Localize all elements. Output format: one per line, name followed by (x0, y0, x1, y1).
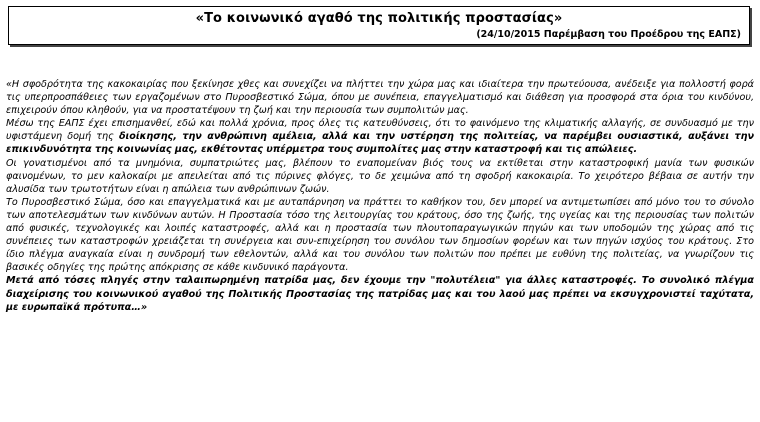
article-body (6, 78, 754, 314)
paragraph-3: Οι γονατισμένοι από τα μνημόνια, συμπατριώτες μας, βλέπουν το εναπομείναν βιός τους να εκτίθεται στην καταστροφική μανία των φυσικών φαινομένων, το μεν καλοκαίρι με απειλείται από τις πύρινες φλόγες, το δε χειμώνα από τη σφοδρή κακοκαιρία. Το χειρότερο βέβαια σε αυτήν την αλυσίδα των τρωτοτήτων είναι η απώλεια των ανθρώπινων ζωών. (6, 157, 754, 195)
paragraph-1: «Η σφοδρότητα της κακοκαιρίας που ξεκίνησε χθες και συνεχίζει να πλήττει την χώρα μας και ιδιαίτερα την πρωτεύουσα, ανέδειξε για πολλοστή φορά τις υπερπροσπάθειες των εργαζομένων στο Πυροσβεστικό Σώμα, όπου με συνέπεια, επαγγελματισμό και διάθεση για προσφορά στα όρια του κινδύνου, επιχειρούν όπου κληθούν, για να προστατέψουν τη ζωή και την περιουσία των συμπολιτών μας. (6, 79, 754, 117)
paragraph-2-text: Μέσω της ΕΑΠΣ έχει επισημανθεί, εδώ και πολλά χρόνια, προς όλες τις κατευθύνσεις, ότι το φαινόμενο της κλιματικής αλλαγής, σε συνδυασμό με την υφιστάμενη δομή της (6, 118, 754, 143)
title-box (8, 6, 750, 45)
page-subtitle: (24/10/2015 Παρέμβαση του Προέδρου της ΕΑΠΣ) (476, 29, 741, 40)
paragraph-2-emphasis: διοίκησης, την ανθρώπινη αμέλεια, αλλά και την υστέρηση της πολιτείας, να παρέμβει ουσιαστικά, αυξάνει την επικινδυνότητα της κοινωνίας μας, εκθέτοντας υπέρμετρα τους συμπολίτες μας στην καταστροφή και τις απώλειες. (6, 131, 754, 156)
paragraph-5-emphasis: Μετά από τόσες πληγές στην ταλαιπωρημένη πατρίδα μας, δεν έχουμε την "πολυτέλεια" για άλλες καταστροφές. Το συνολικό πλέγμα διαχείρισης του κοινωνικού αγαθού της Πολιτικής Προστασίας της πατρίδας μας και του λαού μας πρέπει να εκσυγχρονιστεί ταχύτατα, με ευρωπαϊκά πρότυπα…» (6, 275, 754, 313)
paragraph-4: Το Πυροσβεστικό Σώμα, όσο και επαγγελματικά και με αυταπάρνηση να πράττει το καθήκον του, δεν μπορεί να αντιμετωπίσει από μόνο του το σύνολο των αποτελεσμάτων των κινδύνων αυτών. Η Προστασία τόσο της λειτουργίας του κράτους, όσο της ζωής, της υγείας και της περιουσίας των πολιτών από φυσικές, τεχνολογικές και λοιπές καταστροφές, αλλά και η προστασία των πλουτοπαραγωγικών πηγών και των υποδομών της χώρας από τις συνέπειες των καταστροφών χρειάζεται τη συνέργεια και συν-επιχείρηση του συνόλου των δημοσίων φορέων και των πηγών ισχύος του κράτους. Στο ίδιο πλέγμα αναγκαία είναι η συνδρομή των εθελοντών, αλλά και του συνόλου των πολιτών που πρέπει με ευθύνη της πολιτείας, να γνωρίζουν τις βασικές οδηγίες της πρώτης απόκρισης σε κάθε κινδυνικό παράγοντα. (6, 196, 754, 274)
paragraph-5 (6, 274, 754, 313)
page-title: «Το κοινωνικό αγαθό της πολιτικής προστασίας» (195, 11, 563, 26)
paragraph-2 (6, 117, 754, 156)
